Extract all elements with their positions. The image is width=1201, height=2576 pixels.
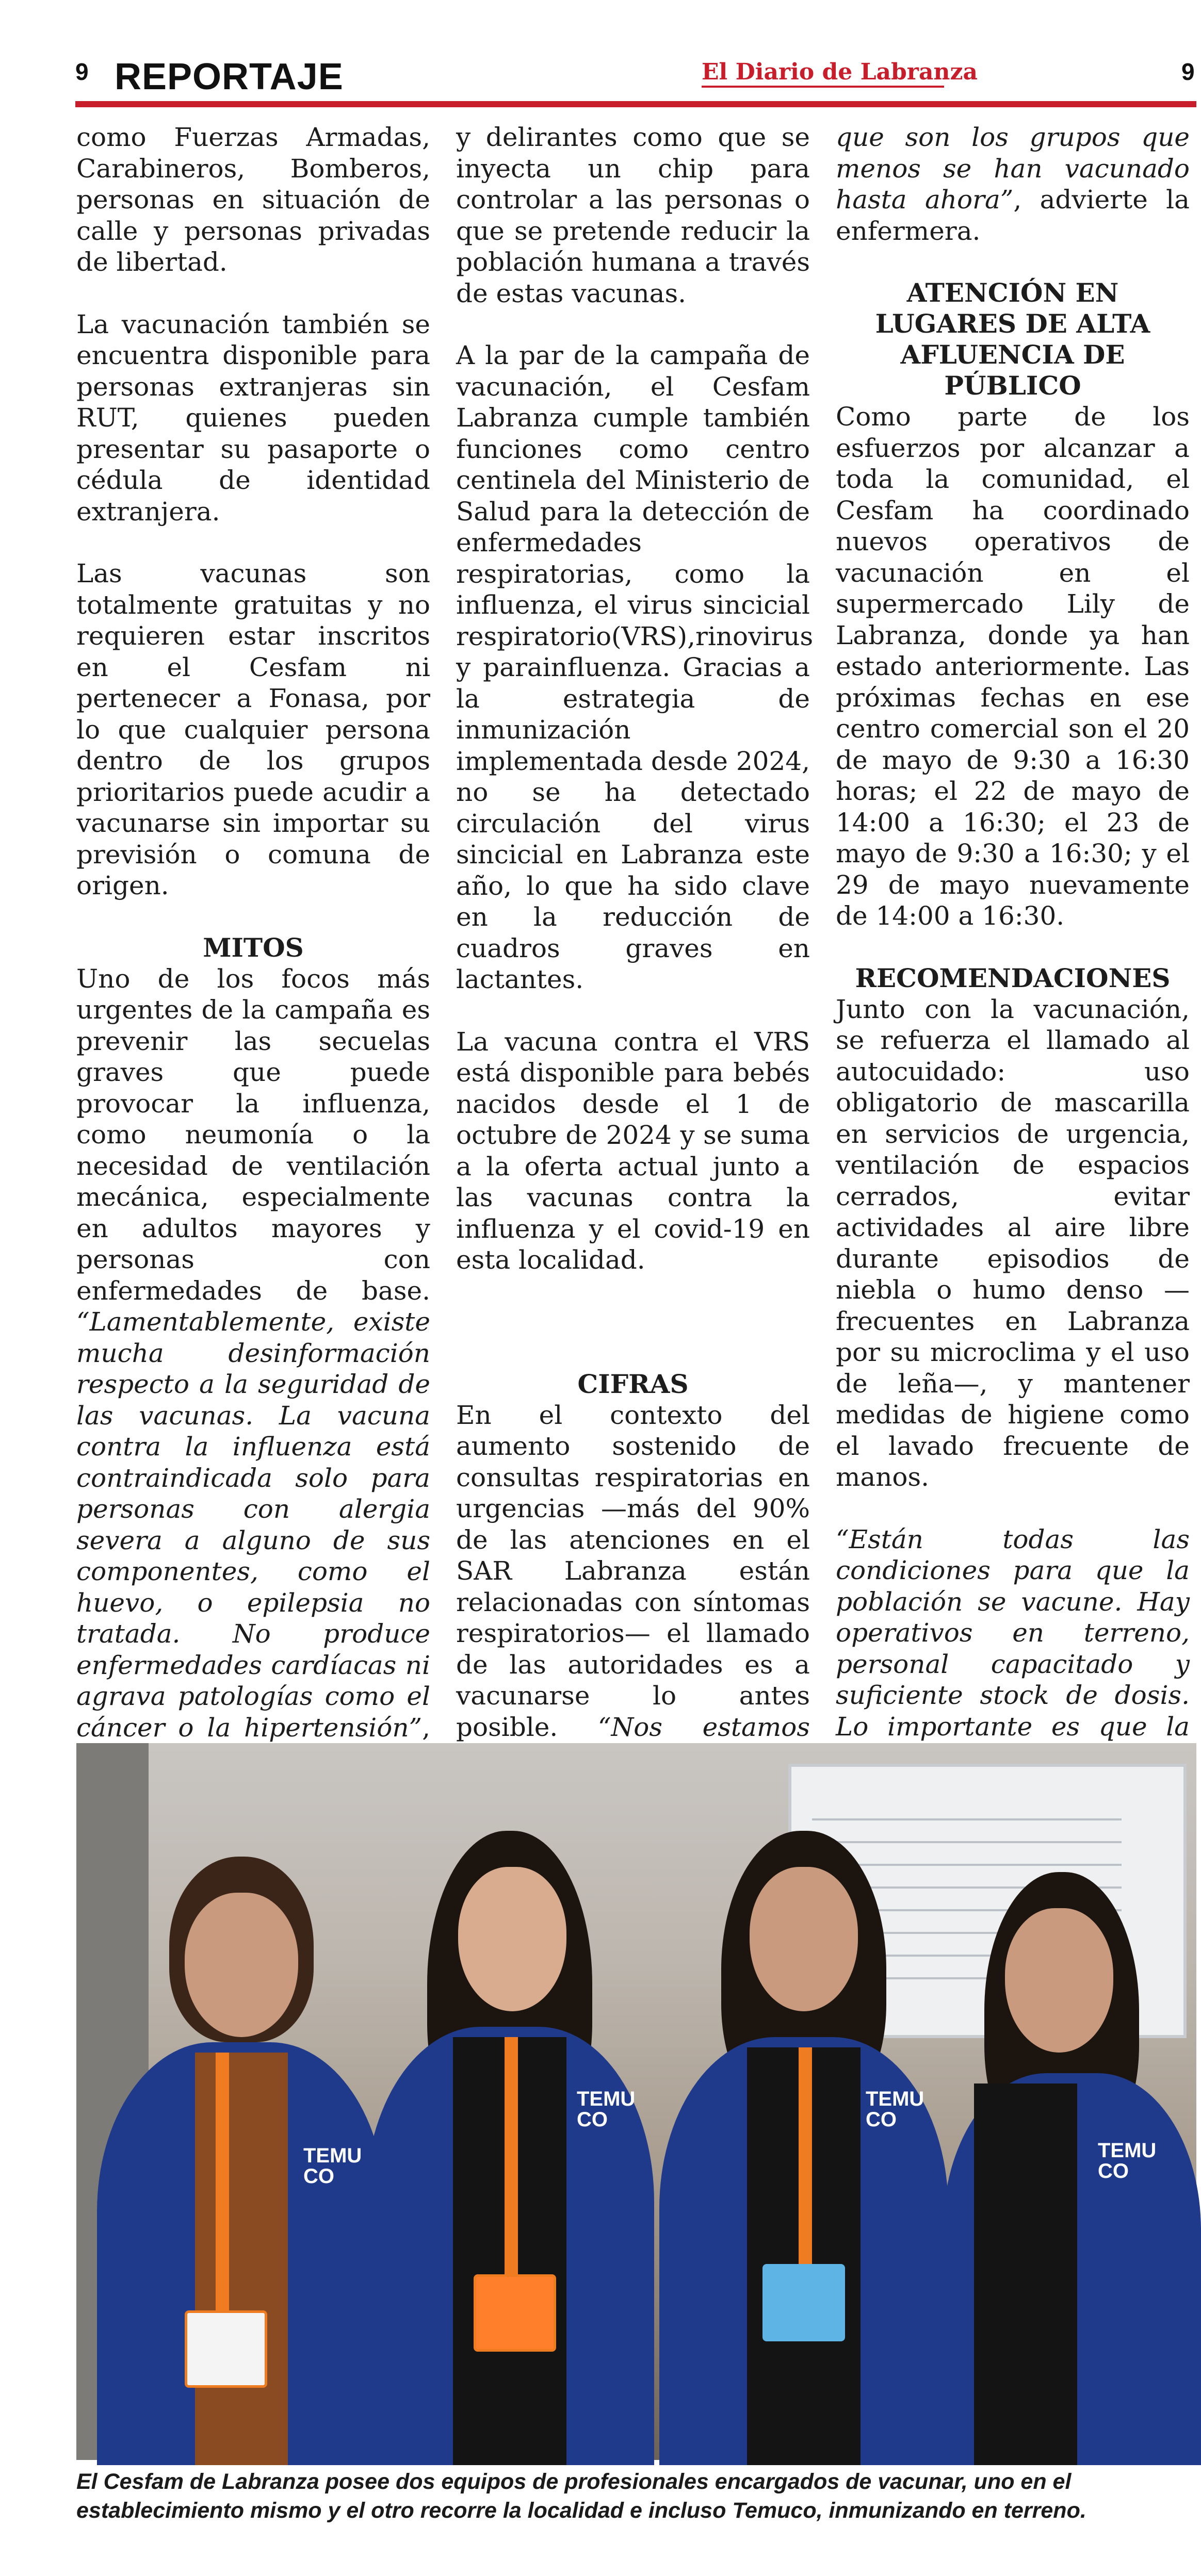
paragraph: La vacunación también se encuentra disponible para personas extranjeras sin RUT, quienes pueden presentar su pasaporte o cédula de identidad extranjera. (76, 309, 430, 527)
section-title: REPORTAJE (115, 56, 344, 97)
person-2 (365, 1831, 654, 2465)
paragraph-tail: , advierte la enfermera. (836, 185, 1190, 246)
face (1005, 1908, 1113, 2053)
jacket-logo: TEMU CO (866, 2088, 924, 2131)
paragraph-text: En el contexto del aumento sostenido de consultas respiratorias en urgencias —más del 90% de las atenciones en el SAR Labranza están relacionadas con síntomas respiratorios— el llamado de las autoridades es a vacunarse lo antes posible. (456, 1400, 810, 1742)
paragraph-tail: , (422, 1712, 430, 1743)
lanyard (505, 2037, 518, 2295)
paragraph (76, 963, 430, 1868)
person-4 (943, 1872, 1201, 2465)
article-column-2 (456, 122, 814, 1742)
quote: “Nos estamos (597, 1712, 810, 1742)
quote: “Lamentablemente, existe mucha desinformación respecto a la seguridad de las vacunas. La vacuna contra la influenza está contraindicada solo para personas con alergia severa a alguno de sus componentes, como el huevo, o epilepsia no tratada. No produce enfermedades cardíacas ni agrava patologías como el cáncer o la hipertensión” (76, 1307, 430, 1743)
face (750, 1867, 858, 2011)
face (458, 1867, 566, 2011)
subheading-recomendaciones: RECOMENDACIONES (855, 962, 1171, 993)
paragraph: y delirantes como que se inyecta un chip para controlar a las personas o que se pretende reducir la población humana a través de estas vacunas. (456, 122, 810, 308)
person-3 (659, 1831, 948, 2465)
person-1 (97, 1857, 386, 2465)
spacer (456, 1307, 810, 1369)
sweater (195, 2053, 288, 2465)
id-badge (185, 2310, 267, 2388)
face (185, 1893, 298, 2037)
id-badge (474, 2274, 556, 2352)
header-rule (75, 101, 1196, 107)
id-badge (762, 2264, 845, 2341)
paragraph-text: Uno de los focos más urgentes de la campaña es prevenir las secuelas graves que puede provocar la influenza, como neumonía o la necesidad de ventilación mecánica, especialmente en adultos mayores y personas con enfermedades de base. (76, 963, 430, 1306)
page-header (0, 0, 1196, 108)
jacket-logo: TEMU CO (1098, 2139, 1157, 2183)
masthead-underline (702, 86, 944, 88)
shirt (974, 2083, 1077, 2465)
lanyard (799, 2047, 812, 2290)
masthead: El Diario de Labranza (702, 59, 978, 85)
article-photo (76, 1743, 1196, 2460)
subheading-atencion: ATENCIÓN EN LUGARES DE ALTA AFLUENCIA DE PÚBLICO (875, 277, 1150, 401)
paragraph: La vacuna contra el VRS está disponible para bebés nacidos desde el 1 de octubre de 2024 y se suma a la oferta actual junto a las vacunas contra la influenza y el covid-19 en esta localidad. (456, 1026, 810, 1275)
paragraph: Junto con la vacunación, se refuerza el llamado al autocuidado: uso obligatorio de mascarilla en servicios de urgencia, ventilación de espacios cerrados, evitar actividades al aire libre durante episodios de niebla o humo denso —frecuentes en Labranza por su microclima y el uso de leña—, y mantener medidas de higiene como el lavado frecuente de manos. (836, 994, 1190, 1492)
paragraph: A la par de la campaña de vacunación, el Cesfam Labranza cumple también funciones como centro centinela del Ministerio de Salud para la detección de enfermedades respiratorias, como la influenza, el virus sincicial respiratorio(VRS),rinovirus y parainfluenza. Gracias a la estrategia de inmunización implementada desde 2024, no se ha detectado circulación del virus sincicial en Labranza este año, lo que ha sido clave en la reducción de cuadros graves en lactantes. (456, 340, 814, 994)
article-column-1 (76, 122, 430, 1741)
jacket-logo: TEMU CO (577, 2088, 636, 2131)
paragraph: como Fuerzas Armadas, Carabineros, Bomberos, personas en situación de calle y personas privadas de libertad. (76, 122, 430, 277)
quote: que son los grupos que menos se han vacunado hasta ahora” (836, 122, 1190, 215)
paragraph (836, 122, 1190, 247)
paragraph: Las vacunas son totalmente gratuitas y no requieren estar inscritos en el Cesfam ni pertenecer a Fonasa, por lo que cualquier persona dentro de los grupos prioritarios puede acudir a vacunarse sin importar su previsión o comuna de origen. (76, 559, 430, 900)
jacket-logo: TEMU CO (303, 2144, 362, 2188)
quote: “Están todas las condiciones para que la población se vacune. Hay operativos en terreno, personal capacitado y suficiente stock de dosis. Lo importante es que la (836, 1524, 1190, 1742)
subheading-mitos: MITOS (203, 932, 304, 963)
lanyard (216, 2053, 229, 2321)
paragraph: Como parte de los esfuerzos por alcanzar a toda la comunidad, el Cesfam ha coordinado nuevos operativos de vacunación en el supermercado Lily de Labranza, donde ya han estado anteriormente. Las próximas fechas en ese centro comercial son el 20 de mayo de 9:30 a 16:30 horas; el 22 de mayo de 14:00 a 16:30; el 23 de mayo de 9:30 a 16:30; y el 29 de mayo nuevamente de 14:00 a 16:30. (836, 402, 1190, 931)
page-number-right: 9 (1181, 58, 1195, 85)
page-number-left: 9 (75, 58, 89, 85)
photo-caption: El Cesfam de Labranza posee dos equipos de profesionales encargados de vacunar, uno en el establecimiento mismo y el otro recorre la localidad e incluso Temuco, inmunizando en terreno. (76, 2469, 1086, 2523)
article-column-3 (836, 122, 1190, 1741)
subheading-cifras: CIFRAS (577, 1368, 689, 1399)
